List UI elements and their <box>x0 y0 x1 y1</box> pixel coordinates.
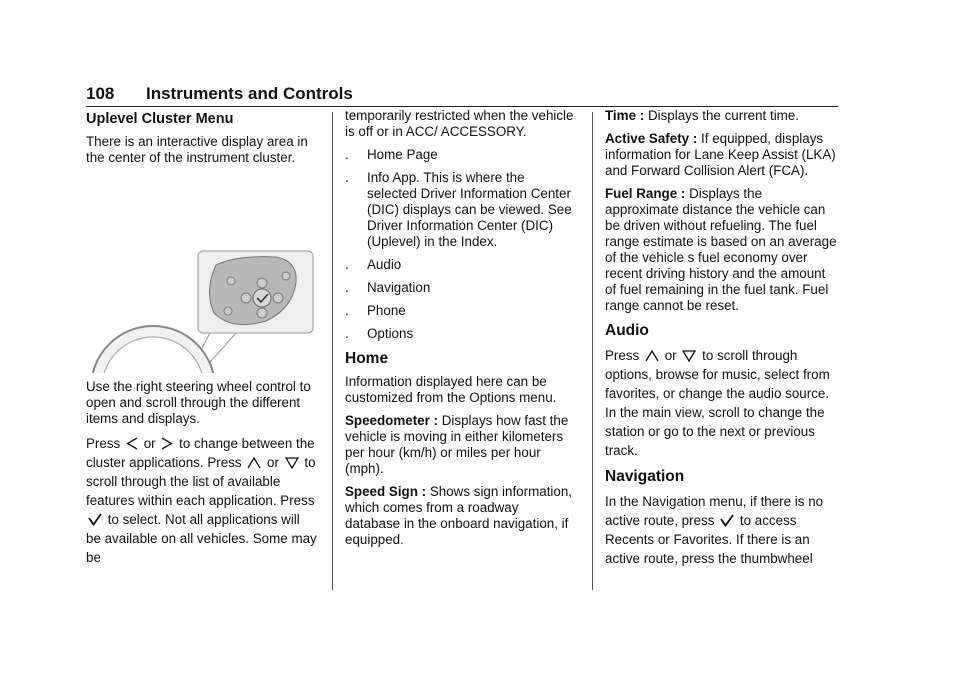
caption-paragraph: Use the right steering wheel control to open and scroll through the different items and displays. <box>86 379 311 426</box>
list-item: . Info App. This is where the selected Driver Information Center (DIC) displays can be viewed. See Driver Information Center (DIC) (Uplevel) in the Index. <box>345 170 572 249</box>
page-header <box>86 82 838 107</box>
time-paragraph: Time : Displays the current time. <box>605 108 800 123</box>
column-3 <box>605 108 837 575</box>
heading-home: Home <box>345 350 389 367</box>
right-arrow-icon <box>161 437 173 450</box>
speed-sign-paragraph: Speed Sign : Shows sign information, which comes from a roadway database in the onboard navigation, if equipped. <box>345 484 573 547</box>
list-item: . Audio <box>345 257 402 272</box>
intro-paragraph: There is an interactive display area in the center of the instrument cluster. <box>86 134 308 165</box>
down-arrow-icon <box>285 457 299 469</box>
page-number: 108 <box>86 84 115 103</box>
up-arrow-icon <box>645 350 659 362</box>
continued-paragraph: temporarily restricted when the vehicle is off or in ACC/ ACCESSORY. <box>345 108 574 139</box>
home-intro-paragraph: Information displayed here can be customized from the Options menu. <box>345 374 557 405</box>
checkmark-icon <box>720 514 734 527</box>
heading-uplevel-cluster-menu: Uplevel Cluster Menu <box>86 111 234 127</box>
left-arrow-icon <box>126 437 138 450</box>
audio-paragraph: Press or to scroll through options, browse for music, select from favorites, or change the audio source. In the main view, scroll to change the station or go to the next or previous track. <box>605 348 830 458</box>
fuel-range-paragraph: Fuel Range : Displays the approximate distance the vehicle can be driven without refueling. The fuel range estimate is based on an average of the vehicle s fuel economy over recent driving history and the amount of fuel remaining in the fuel tank. Fuel range cannot be reset. <box>605 186 837 313</box>
list-item: . Home Page <box>345 147 438 162</box>
heading-navigation: Navigation <box>605 468 685 485</box>
list-item: . Phone <box>345 303 406 318</box>
navigation-instructions: Press or to change between the cluster applications. Press or to scroll through the list of available features within each application. Press to select. Not all applications will be available on all vehicles. Some may be <box>86 436 317 565</box>
section-title: Instruments and Controls <box>146 84 353 103</box>
navigation-paragraph: In the Navigation menu, if there is no active route, press to access Recents or Favorites. If there is an active route, press the thumbwheel <box>605 494 824 566</box>
down-arrow-icon <box>682 350 696 362</box>
active-safety-paragraph: Active Safety : If equipped, displays information for Lane Keep Assist (LKA) and Forward Collision Alert (FCA). <box>605 131 836 178</box>
list-item: . Navigation <box>345 280 431 295</box>
up-arrow-icon <box>247 457 261 469</box>
checkmark-icon <box>88 513 102 526</box>
steering-wheel-figure <box>86 173 318 373</box>
column-1 <box>86 108 318 574</box>
column-2 <box>345 108 577 555</box>
steering-wheel-illustration <box>86 173 318 373</box>
list-item: . Options <box>345 326 414 341</box>
heading-audio: Audio <box>605 322 649 339</box>
column-divider-2 <box>592 112 593 590</box>
column-divider-1 <box>332 112 333 590</box>
speedometer-paragraph: Speedometer : Displays how fast the vehicle is moving in either kilometers per hour (km/h) or miles per hour (mph). <box>345 413 569 476</box>
